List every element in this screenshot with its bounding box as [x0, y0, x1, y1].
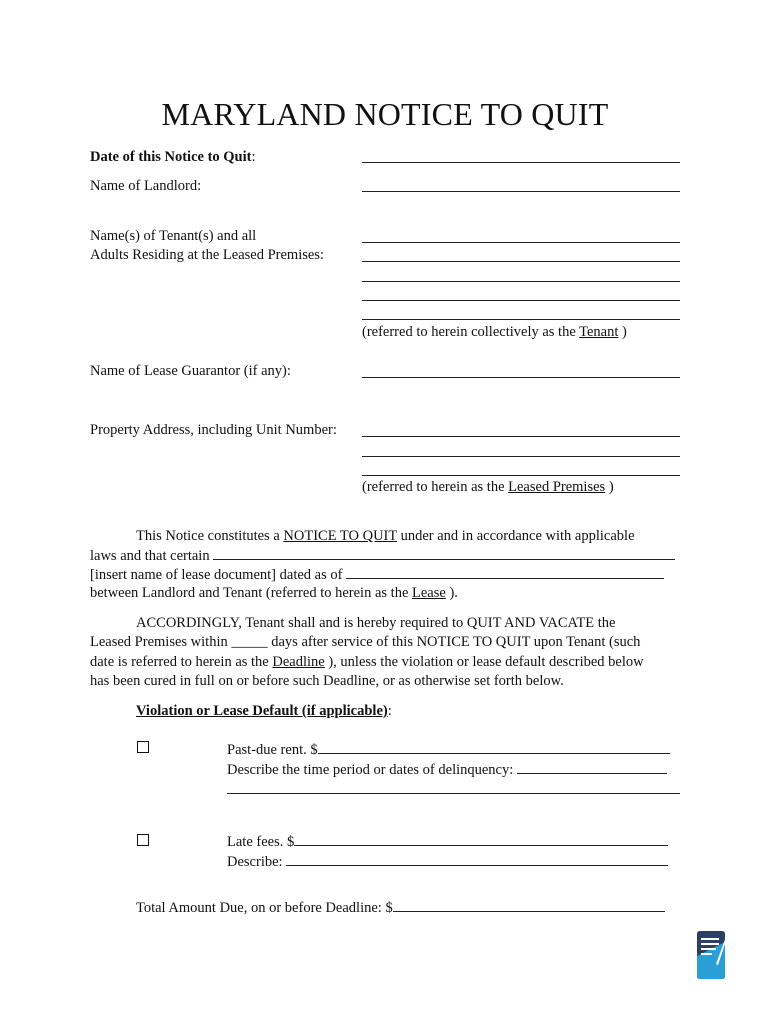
document-logo-icon-graphic	[694, 930, 728, 980]
tenant-input-line-4[interactable]	[362, 300, 680, 301]
lease-date-blank[interactable]	[346, 565, 664, 579]
page-title: MARYLAND NOTICE TO QUIT	[161, 96, 609, 132]
premises-definition-note: (referred to herein as the Leased Premises )	[362, 479, 614, 495]
notice-paragraph-1-line3: [insert name of lease document] dated as of	[90, 565, 664, 584]
tenant-input-line-5[interactable]	[362, 319, 680, 320]
rent-description-extra-line[interactable]	[227, 793, 680, 794]
fees-describe-line: Describe:	[227, 852, 668, 871]
guarantor-input-line[interactable]	[362, 377, 680, 378]
notice-paragraph-2-line4: has been cured in full on or before such Deadline, or as otherwise set forth below.	[90, 673, 564, 689]
property-input-line-1[interactable]	[362, 436, 680, 437]
violation-heading: Violation or Lease Default (if applicable):	[136, 703, 392, 719]
past-due-rent-amount-blank[interactable]	[318, 740, 670, 754]
property-input-line-3[interactable]	[362, 475, 680, 476]
guarantor-field-label: Name of Lease Guarantor (if any):	[90, 363, 291, 379]
date-field-label: Date of this Notice to Quit:	[90, 149, 256, 165]
late-fees-line: Late fees. $	[227, 832, 668, 851]
tenant-field-label-line1: Name(s) of Tenant(s) and all	[90, 228, 257, 244]
lease-document-name-blank[interactable]	[213, 546, 675, 560]
notice-paragraph-2-line1: ACCORDINGLY, Tenant shall and is hereby required to QUIT AND VACATE the	[136, 615, 616, 631]
tenant-field-label-line2: Adults Residing at the Leased Premises:	[90, 247, 324, 263]
tenant-input-line-1[interactable]	[362, 242, 680, 243]
tenant-definition-note: (referred to herein collectively as the Tenant )	[362, 324, 627, 340]
tenant-input-line-2[interactable]	[362, 261, 680, 262]
rent-describe-line: Describe the time period or dates of delinquency:	[227, 760, 667, 779]
notice-paragraph-2-line2: Leased Premises within _____ days after service of this NOTICE TO QUIT upon Tenant (such	[90, 634, 641, 650]
total-amount-blank[interactable]	[393, 898, 665, 912]
property-input-line-2[interactable]	[362, 456, 680, 457]
property-address-label: Property Address, including Unit Number:	[90, 422, 337, 438]
notice-paragraph-1-line1: This Notice constitutes a NOTICE TO QUIT under and in accordance with applicable	[136, 528, 635, 544]
notice-paragraph-1-line2: laws and that certain	[90, 546, 675, 565]
date-input-line[interactable]	[362, 162, 680, 163]
fees-description-blank[interactable]	[286, 852, 668, 866]
late-fees-checkbox[interactable]	[137, 834, 149, 846]
tenant-input-line-3[interactable]	[362, 281, 680, 282]
days-blank[interactable]: _____	[231, 634, 268, 650]
rent-period-blank[interactable]	[517, 760, 667, 774]
landlord-input-line[interactable]	[362, 191, 680, 192]
landlord-field-label: Name of Landlord:	[90, 178, 202, 194]
past-due-rent-checkbox[interactable]	[137, 741, 149, 753]
document-logo-icon	[694, 930, 728, 980]
notice-paragraph-1-line4: between Landlord and Tenant (referred to herein as the Lease ).	[90, 585, 458, 601]
past-due-rent-line: Past-due rent. $	[227, 740, 670, 759]
notice-paragraph-2-line3: date is referred to herein as the Deadline ), unless the violation or lease default described below	[90, 654, 644, 670]
total-amount-line: Total Amount Due, on or before Deadline: $	[136, 898, 665, 917]
late-fees-amount-blank[interactable]	[294, 832, 668, 846]
